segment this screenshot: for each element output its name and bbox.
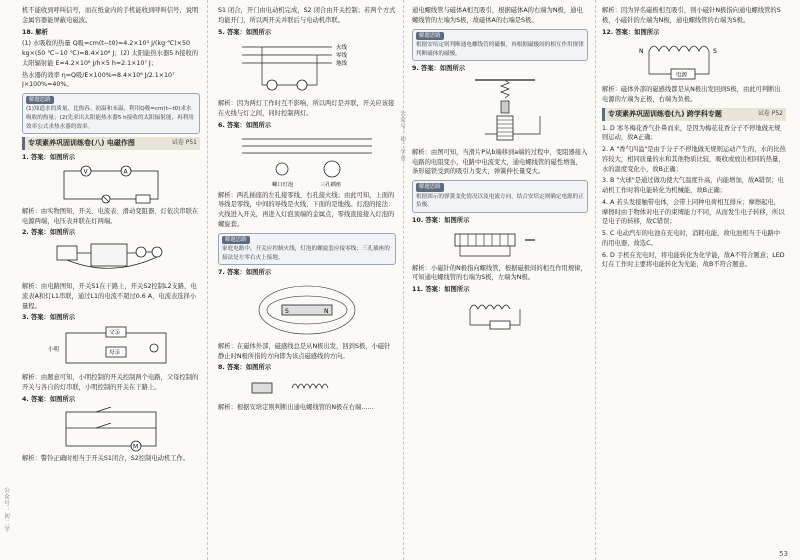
spring-solenoid-figure-9 (445, 76, 555, 146)
item-1: 1. D 寒冬梅花香气扑鼻而来，是因为梅花花香分子不停地做无规则运动，故A正确； (602, 124, 781, 142)
center-watermark: 公众号：初二学堂 (399, 110, 405, 162)
note-tag-4: 解题思路 (416, 183, 444, 191)
note-text-2: 家庭电路中，开关应控制火线，灯泡的螺旋套应接零线；三孔插座的接法是左零右火上接地。 (222, 245, 390, 261)
item-2: 2. A "香气四溢"是由于分子不停地做无规则运动产生的，水的比热容较大，相同质量的水和其他物质比较，吸收或放出相同的热量，水的温度变化小，故B正确； (602, 146, 786, 173)
solenoid-figure-8 (242, 375, 372, 401)
circuit-figure-2 (51, 240, 171, 280)
column-2 (218, 6, 396, 554)
note-text-4: 根据图示的弹簧变化情况以及电流方向，结合安培定则确定电源的正负极。 (416, 193, 584, 209)
fig-label-father: 父亲 (109, 330, 121, 337)
answer-6-label: 6. 答案：如图所示 (218, 121, 272, 129)
col4-top-text: 解析：因为异名磁极相互吸引，则小磁针N极指向通电螺线管的S极，小磁针的左端为N极，通电螺线管的右端为S极。 (602, 7, 781, 24)
solenoid-figure-12 (629, 39, 759, 83)
section-header-9 (602, 108, 786, 121)
answer-10-label: 10. 答案：如图所示 (412, 216, 470, 224)
column-divider (207, 0, 218, 560)
answer-8-explanation: 解析：根据安培定则判断出通电螺线管的N极在右端…… (218, 404, 374, 412)
item-6: 6. D 手机在充电时，将电能转化为化学能，故A不符合题意；LED灯在工作时主要将电能转化为光能，故B不符合题意。 (602, 251, 785, 269)
page-number: 53 (779, 550, 788, 558)
note-text-3: 根据安培定则判断通电螺线管的磁极，再根据磁极间的相互作用规律判断磁体的磁极。 (416, 41, 584, 57)
answer-4-explanation: 解析：警铃正确时相当于开关S1闭合，S2控制电动机工作。 (22, 455, 190, 463)
answer-10-explanation: 解析：小磁针的N极指向螺线管，根据磁极间的相互作用规律，可知通电螺线管的右端为S极，左端为N极。 (412, 264, 587, 282)
answer-8-label: 8. 答案：如图所示 (218, 364, 272, 372)
column-3 (412, 6, 588, 554)
svg-text:N: N (324, 307, 329, 315)
answer-6-explanation: 解析：两孔插座的左孔接零线，右孔接火线；由此可知，上面的导线是零线，中间的导线是火线，下面的是地线。灯泡的接法：火线进入开关，再进入灯泡顶端的金属点，零线直接接入灯泡的螺旋套。 (218, 191, 395, 228)
magnet-field-figure-7 (242, 280, 372, 340)
pole-s: S (713, 48, 717, 56)
circuit-figure-4 (56, 406, 166, 452)
wiring-figure-5 (232, 39, 382, 97)
col2-top-text: S1 闭合，开门由电动机完成，S2 闭合由开关控制；若两个方式均能开门，所以两开关并联后与电动机串联。 (218, 7, 396, 24)
section-ref: 试卷 P51 (171, 139, 197, 147)
answer-4-label: 4. 答案：如图所示 (22, 395, 76, 403)
column-4 (602, 6, 786, 554)
answer-2-label: 2. 答案：如图所示 (22, 229, 76, 237)
answer-1-label: 1. 答案：如图所示 (22, 154, 76, 162)
svg-text:M: M (133, 443, 139, 451)
svg-text:A: A (123, 168, 128, 176)
circuit-figure-1 (56, 165, 166, 205)
answer-3-explanation: 解析：由题意可知，小明控制的开关控制两个电路，父母控制的开关与各自的灯串联，小明控制的开关在干路上。 (22, 374, 199, 391)
answer-3-label: 3. 答案：如图所示 (22, 314, 76, 322)
solution-note-4 (412, 180, 588, 213)
answer-11-label: 11. 答案：如图所示 (412, 286, 470, 294)
intro-text: 机不能收到呼叫信号，而在纸盒内的手机能收到呼叫信号，说明金属容器能屏蔽电磁波。 (22, 7, 199, 24)
note-text: (1)知道水的质量、比热容、初温和末温，利用Q吸=cm(t−t0)求水吸收的热量；(2)先求出太阳能热水器5 h接收的太阳辐射能，再利用效率公式求热水器的效率。 (26, 106, 194, 130)
answer-12-explanation: 解析：磁体外部的磁感线都是从N极出发回到S极，由此可判断出电源的左端为正极，右端为负极。 (602, 86, 781, 103)
answer-2-explanation: 解析：由电路图知，开关S1在干路上，开关S2控制L2支路，电流表A和灯L1串联，通过L1的电流不超过0.6 A，电流表选择小量程。 (22, 283, 197, 310)
answer-5-explanation: 解析：因为两灯工作时互不影响，所以两灯是并联，开关应该接在火线与灯之间，同时控制两灯。 (218, 100, 395, 117)
solution-note (22, 93, 200, 134)
fig-label-xiaoming: 小明 (48, 347, 60, 354)
fig-label-bulb: 螺口灯泡 (272, 181, 294, 188)
wire-live: 火线 (336, 45, 348, 52)
answer-7-explanation: 解析：在磁体外部，磁感线总是从N极出发，回到S极，小磁针静止时N极所指的方向即为该点磁感线的方向。 (218, 342, 391, 360)
solenoid-figure-10 (440, 228, 560, 262)
answer-9-label: 9. 答案：如图所示 (412, 65, 466, 73)
wiring-figure-6 (232, 133, 382, 189)
pole-n: N (639, 48, 644, 56)
column-1 (22, 6, 200, 554)
q18-label: 18. 解析 (22, 28, 48, 36)
wire-neutral: 零线 (336, 53, 348, 60)
answer-12-label: 12. 答案：如图所示 (602, 28, 660, 36)
solution-note-3 (412, 29, 588, 62)
wire-ground: 地线 (336, 61, 348, 68)
solenoid-figure-11 (440, 297, 560, 333)
note-tag-3: 解题思路 (416, 32, 444, 40)
item-4: 4. A 若头发接触带电体，会带上同种电荷相互排斥；摩擦起电，摩擦时由于物体对电子的束缚能力不同，从而发生电子转移，所以是电子的转移，故C错误； (602, 198, 785, 226)
answer-1-explanation: 解析：由实物图知，开关、电流表、滑动变阻器、灯依次串联在电源两端，电压表并联在灯两端。 (22, 207, 199, 225)
q18-line2: 热水器的效率 η=Q吸/E×100%=8.4×10⁶ J/2.1×10⁷ J×100%=40%。 (22, 71, 175, 89)
fig-label-mother: 母亲 (109, 350, 121, 357)
svg-text:S: S (285, 307, 289, 315)
note-tag-2: 解题思路 (222, 236, 250, 244)
q18-line1: (1) 水吸收的热量 Q吸=cm(t−t0)=4.2×10³ J/(kg·℃)×50 kg×(50 ℃−10 ℃)=8.4×10⁶ J；(2) 太阳能热水器5 h接收的太阳辐射能 E=4.2×10⁶ J/h×5 h=2.1×10⁷ J； (22, 40, 199, 67)
answer-5-label: 5. 答案：如图所示 (218, 28, 272, 36)
item-5: 5. C 电动汽车的电池在充电时，消耗电能，故电池相当于电路中的用电器，故选C。 (602, 230, 781, 247)
svg-text:V: V (83, 168, 88, 176)
note-tag: 解题思路 (26, 96, 54, 104)
fig-label-socket: 三孔插座 (320, 181, 342, 188)
solution-note-2 (218, 233, 396, 266)
circuit-figure-3 (46, 325, 176, 371)
answer-9-explanation: 解析：由图可知，当滑片P从b端移到a端的过程中，变阻器接入电路的电阻变小，电路中电流变大，通电螺线管的磁性增强，条形磁铁受到的吸引力变大，弹簧伸长量变大。 (412, 148, 588, 176)
section-title-9: 专项素养巩固训练卷(九) 跨学科专题 (608, 109, 722, 118)
fig-label-power: 电源 (676, 72, 688, 79)
section-header-8 (22, 137, 200, 150)
answer-7-label: 7. 答案：如图所示 (218, 269, 272, 277)
col3-top-text: 通电螺线管与磁体A相互吸引，根据磁体A的右端为N极，通电螺线管的左端为S极，故磁体A的右端是S极。 (412, 7, 583, 24)
item-3: 3. B "火球"是通过做功使大气温度升高，内能增加，故A错误；电动机工作时将电能转化为机械能，故B正确； (602, 177, 784, 195)
section-ref-9: 试卷 P52 (757, 109, 783, 117)
section-title: 专项素养巩固训练卷(八) 电磁作图 (28, 139, 135, 148)
side-watermark: 公众号：初二学 (3, 486, 9, 532)
